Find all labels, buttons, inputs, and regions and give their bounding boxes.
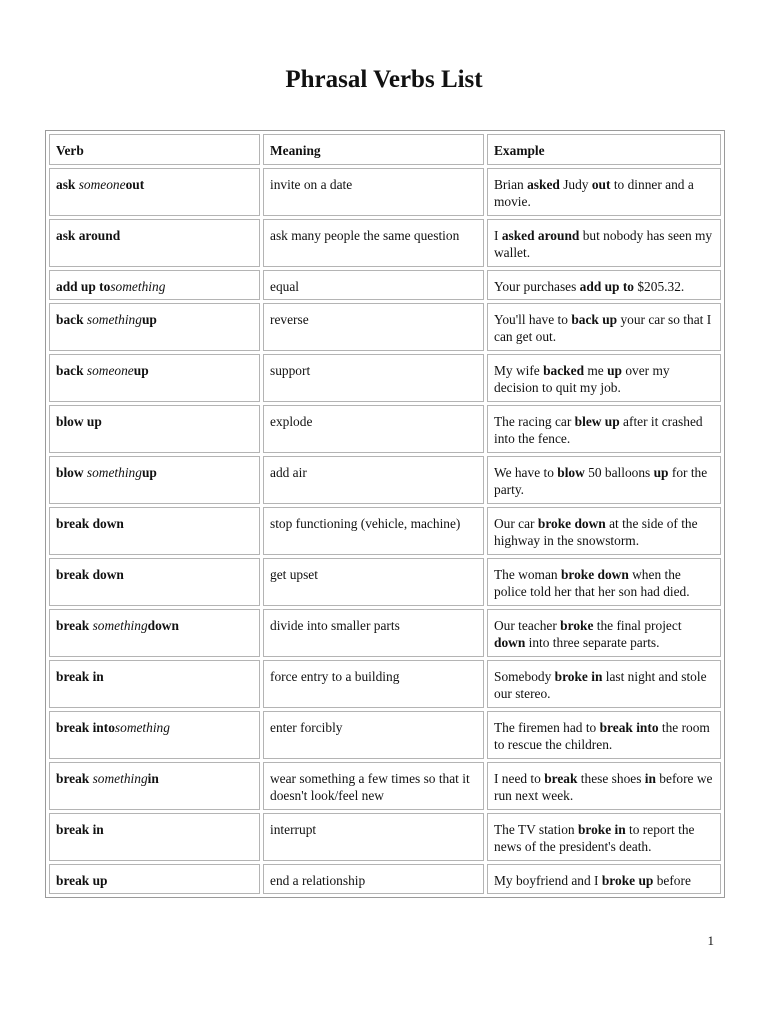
bold-text: break into: [56, 720, 115, 735]
example-cell: [487, 303, 721, 351]
example-cell: [487, 168, 721, 216]
meaning-cell: invite on a date: [263, 168, 484, 216]
meaning-cell: equal: [263, 270, 484, 300]
bold-text: broke in: [577, 822, 626, 837]
bold-text: break: [56, 618, 93, 633]
bold-text: broke in: [554, 669, 603, 684]
verb-cell: [49, 219, 260, 267]
verb-cell: [49, 711, 260, 759]
bold-text: up: [141, 312, 157, 327]
plain-text: before we run next week.: [494, 771, 713, 803]
bold-text: back up: [571, 312, 618, 327]
bold-text: blow: [557, 465, 585, 480]
table-row: [49, 864, 721, 894]
bold-text: break down: [56, 516, 124, 531]
plain-text: the final project: [593, 618, 682, 633]
header-example: Example: [487, 134, 721, 165]
table-header-row: [49, 134, 721, 165]
example-cell: [487, 507, 721, 555]
bold-text: backed: [543, 363, 585, 378]
verb-cell: [49, 558, 260, 606]
phrasal-verbs-table-container: [45, 130, 722, 898]
bold-text: up: [133, 363, 149, 378]
bold-text: in: [644, 771, 656, 786]
bold-text: ask around: [56, 228, 121, 243]
bold-text: out: [125, 177, 145, 192]
table-row: [49, 456, 721, 504]
header-verb: Verb: [49, 134, 260, 165]
italic-text: something: [92, 618, 148, 633]
plain-text: 50 balloons: [584, 465, 654, 480]
example-cell: [487, 354, 721, 402]
example-cell: [487, 219, 721, 267]
bold-text: asked: [527, 177, 560, 192]
table-row: [49, 762, 721, 810]
header-meaning: Meaning: [263, 134, 484, 165]
meaning-cell: add air: [263, 456, 484, 504]
bold-text: blew up: [574, 414, 620, 429]
table-row: [49, 609, 721, 657]
bold-text: blow up: [56, 414, 102, 429]
italic-text: something: [86, 465, 142, 480]
plain-text: into three separate parts.: [525, 635, 660, 650]
bold-text: broke: [560, 618, 594, 633]
plain-text: me: [584, 363, 608, 378]
plain-text: The TV station: [494, 822, 578, 837]
plain-text: The racing car: [494, 414, 575, 429]
plain-text: to report the news of the president's death.: [494, 822, 695, 854]
bold-text: asked around: [501, 228, 580, 243]
plain-text: before: [653, 873, 691, 888]
bold-text: in: [147, 771, 159, 786]
verb-cell: [49, 456, 260, 504]
plain-text: The woman: [494, 567, 561, 582]
italic-text: something: [86, 312, 142, 327]
bold-text: break into: [599, 720, 659, 735]
plain-text: We have to: [494, 465, 558, 480]
meaning-cell: divide into smaller parts: [263, 609, 484, 657]
table-row: [49, 813, 721, 861]
meaning-cell: wear something a few times so that it doesn't look/feel new: [263, 762, 484, 810]
bold-text: add up to: [579, 279, 635, 294]
example-cell: [487, 864, 721, 894]
page-number: 1: [707, 933, 714, 948]
bold-text: up: [653, 465, 669, 480]
bold-text: broke up: [601, 873, 654, 888]
bold-text: out: [591, 177, 611, 192]
table-row: [49, 270, 721, 300]
example-cell: [487, 456, 721, 504]
verb-cell: [49, 303, 260, 351]
bold-text: blow: [56, 465, 87, 480]
verb-cell: [49, 813, 260, 861]
bold-text: break in: [56, 669, 104, 684]
bold-text: up: [607, 363, 622, 378]
italic-text: something: [114, 720, 170, 735]
plain-text: these shoes: [577, 771, 645, 786]
table-row: [49, 405, 721, 453]
bold-text: back: [56, 312, 87, 327]
verb-cell: [49, 762, 260, 810]
meaning-cell: enter forcibly: [263, 711, 484, 759]
meaning-cell: force entry to a building: [263, 660, 484, 708]
meaning-cell: interrupt: [263, 813, 484, 861]
bold-text: down: [494, 635, 526, 650]
plain-text: the room to rescue the children.: [494, 720, 710, 752]
bold-text: break in: [56, 822, 104, 837]
plain-text: My wife: [494, 363, 544, 378]
bold-text: broke down: [560, 567, 629, 582]
plain-text: for the party.: [494, 465, 708, 497]
italic-text: something: [110, 279, 166, 294]
verb-cell: [49, 405, 260, 453]
bold-text: back: [56, 363, 87, 378]
example-cell: [487, 660, 721, 708]
example-cell: [487, 711, 721, 759]
phrasal-verbs-table: [45, 130, 725, 898]
example-cell: [487, 609, 721, 657]
plain-text: after it crashed into the fence.: [494, 414, 703, 446]
plain-text: Brian: [494, 177, 528, 192]
verb-cell: [49, 270, 260, 300]
table-row: [49, 168, 721, 216]
verb-cell: [49, 864, 260, 894]
plain-text: Your purchases: [494, 279, 580, 294]
plain-text: to dinner and a movie.: [494, 177, 694, 209]
verb-cell: [49, 168, 260, 216]
meaning-cell: end a relationship: [263, 864, 484, 894]
plain-text: Somebody: [494, 669, 555, 684]
plain-text: Our teacher: [494, 618, 561, 633]
table-row: [49, 354, 721, 402]
plain-text: $205.32.: [634, 279, 685, 294]
meaning-cell: get upset: [263, 558, 484, 606]
italic-text: something: [92, 771, 148, 786]
meaning-cell: reverse: [263, 303, 484, 351]
italic-text: someone: [78, 177, 126, 192]
verb-cell: [49, 660, 260, 708]
table-row: [49, 558, 721, 606]
table-row: [49, 219, 721, 267]
plain-text: Our car: [494, 516, 538, 531]
plain-text: I need to: [494, 771, 545, 786]
plain-text: I: [494, 228, 502, 243]
example-cell: [487, 270, 721, 300]
example-cell: [487, 762, 721, 810]
plain-text: The firemen had to: [494, 720, 600, 735]
table-row: [49, 303, 721, 351]
plain-text: when the police told her that her son had died.: [494, 567, 690, 599]
bold-text: ask: [56, 177, 79, 192]
plain-text: Judy: [559, 177, 592, 192]
bold-text: break: [56, 771, 93, 786]
verb-cell: [49, 609, 260, 657]
plain-text: over my decision to quit my job.: [494, 363, 670, 395]
plain-text: but nobody has seen my wallet.: [494, 228, 713, 260]
plain-text: last night and stole our stereo.: [494, 669, 707, 701]
verb-cell: [49, 507, 260, 555]
bold-text: break: [544, 771, 578, 786]
plain-text: at the side of the highway in the snowstorm.: [494, 516, 698, 548]
example-cell: [487, 405, 721, 453]
plain-text: You'll have to: [494, 312, 572, 327]
page-title: Phrasal Verbs List: [285, 66, 483, 93]
bold-text: down: [147, 618, 179, 633]
bold-text: add up to: [56, 279, 111, 294]
plain-text: your car so that I can get out.: [494, 312, 712, 344]
verb-cell: [49, 354, 260, 402]
meaning-cell: explode: [263, 405, 484, 453]
bold-text: break down: [56, 567, 124, 582]
example-cell: [487, 813, 721, 861]
table-row: [49, 507, 721, 555]
bold-text: broke down: [537, 516, 606, 531]
meaning-cell: support: [263, 354, 484, 402]
table-row: [49, 711, 721, 759]
table-row: [49, 660, 721, 708]
bold-text: break up: [56, 873, 108, 888]
plain-text: My boyfriend and I: [494, 873, 602, 888]
bold-text: up: [141, 465, 157, 480]
example-cell: [487, 558, 721, 606]
meaning-cell: stop functioning (vehicle, machine): [263, 507, 484, 555]
meaning-cell: ask many people the same question: [263, 219, 484, 267]
table-body: [49, 134, 721, 894]
italic-text: someone: [86, 363, 134, 378]
